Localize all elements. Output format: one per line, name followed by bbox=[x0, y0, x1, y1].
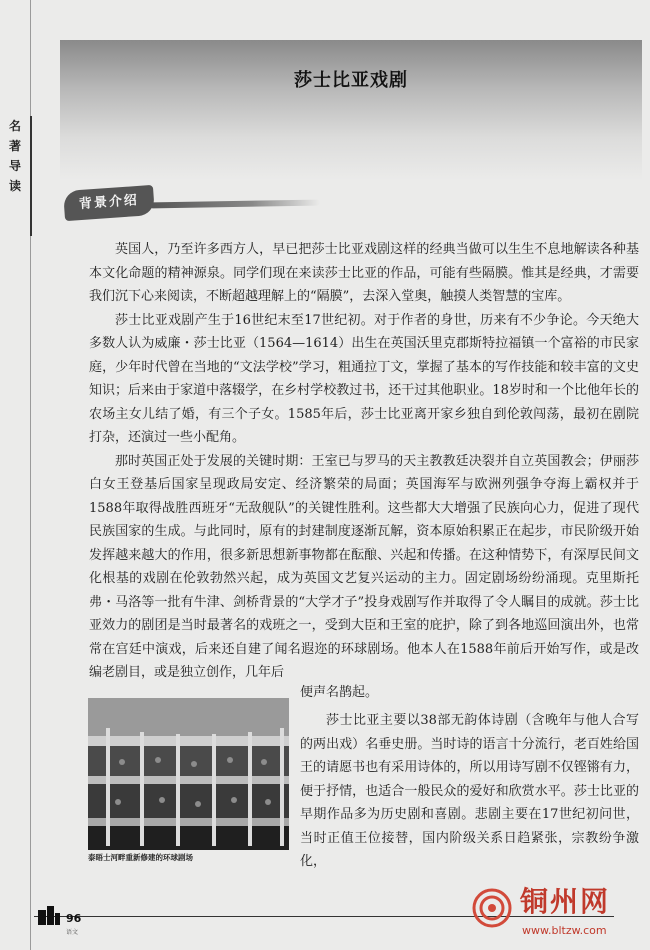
watermark-name: 铜州网 bbox=[520, 885, 611, 918]
section-tag-label: 背景介绍 bbox=[78, 192, 140, 213]
side-label-char: 读 bbox=[8, 179, 21, 193]
watermark-logo-icon bbox=[472, 888, 512, 928]
page-number: 96 bbox=[66, 912, 82, 925]
theatre-illustration bbox=[88, 698, 289, 850]
paragraph: 莎士比亚戏剧产生于16世纪末至17世纪初。对于作者的身世，历来有不少争论。今天绝大多数人认为威廉・莎士比亚（1564—1614）出生在英国沃里克郡斯特拉福镇一个富裕的市民家庭，少年时代曾在当地的“文法学校”学习，粗通拉丁文，掌握了基本的写作技能和较丰富的文史知识；后来由于家道中落辍学，在乡村学校教过书，还干过其他职业。18岁时和一个比他年长的农场主女儿结了婚，有三个子女。1585年后，莎士比亚离开家乡独自到伦敦闯荡，最初在剧院打杂，还演过一些小配角。 bbox=[89, 312, 639, 445]
header-banner bbox=[60, 40, 642, 180]
paragraph: 英国人，乃至许多西方人，早已把莎士比亚戏剧这样的经典当做可以生生不息地解读各种基本文化命题的精神源泉。同学们现在来读莎士比亚的作品，可能有些隔膜。惟其是经典，才需要我们沉下心来阅读，不断超越理解上的“隔膜”，去深入堂奥，触摸人类智慧的宝库。 bbox=[89, 242, 639, 304]
photo-caption: 泰晤士河畔重新修建的环球剧场 bbox=[88, 853, 193, 862]
side-label bbox=[0, 116, 32, 236]
watermark-url[interactable]: www.bltzw.com bbox=[522, 924, 607, 937]
brush-stroke bbox=[150, 200, 320, 209]
side-label-char: 著 bbox=[8, 139, 21, 153]
paragraph: 那时英国正处于发展的关键时期：王室已与罗马的天主教教廷决裂并自立英国教会；伊丽莎白女王登基后国家呈现政局安定、经济繁荣的局面；英国海军与欧洲列强争夺海上霸权并于1588年取得战胜西班牙“无敌舰队”的关键性胜利。这些都大大增强了民族向心力，促进了现代民族国家的生成。与此同时，原有的封建制度逐渐瓦解，资本原始积累正在起步，市民阶级开始发挥越来越大的作用，很多新思想新事物都在酝酿、兴起和传播。在这种情势下，有深厚民间文化根基的戏剧在伦敦勃然兴起，成为英国文艺复兴运动的主力。固定剧场纷纷涌现。克里斯托弗・马洛等一批有牛津、剑桥背景的“大学才子”投身戏剧写作并取得了令人瞩目的成就。莎士比亚效力的剧团是当时最著名的戏班之一，受到大臣和王室的庇护，除了到各地巡回演出外，也常常在宫廷中演戏，后来还自建了闻名遐迩的环球剧场。他本人在1588年前后开始写作，或是改编老剧目，或是独立创作，几年后 bbox=[89, 453, 639, 680]
body-text-right bbox=[300, 685, 639, 874]
globe-theatre-photo bbox=[88, 698, 289, 850]
page-title: 莎士比亚戏剧 bbox=[294, 70, 408, 91]
body-text bbox=[89, 238, 639, 685]
side-label-char: 名 bbox=[8, 119, 21, 133]
page-subtitle: 语文 bbox=[66, 929, 79, 936]
paragraph: 莎士比亚主要以38部无韵体诗剧（含晚年与他人合写的两出戏）名垂史册。当时诗的语言十分流行，老百姓给国王的请愿书也有采用诗体的，所以用诗写剧不仅铿锵有力，便于抒情，也适合一般民众的爱好和欣赏水平。莎士比亚的早期作品多为历史剧和喜剧。悲剧主要在17世纪初问世，当时正值王位接替，国内阶级关系日趋紧张，宗教纷争激化， bbox=[300, 713, 639, 869]
continuation-text: 便声名鹊起。 bbox=[300, 685, 379, 700]
section-tag bbox=[63, 185, 155, 221]
book-stack-icon bbox=[36, 904, 62, 926]
side-label-char: 导 bbox=[8, 159, 21, 173]
